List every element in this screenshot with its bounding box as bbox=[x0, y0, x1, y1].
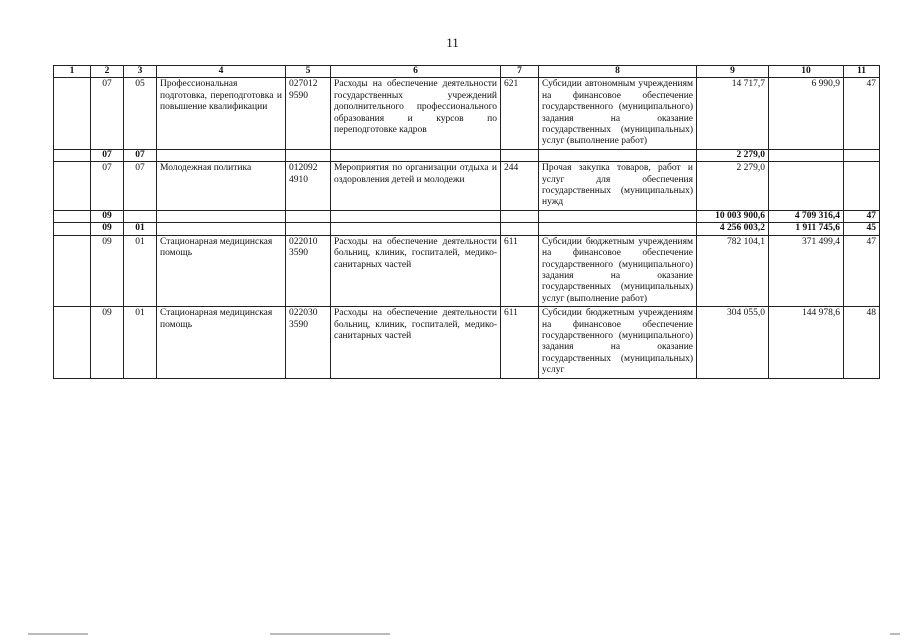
cell-expense-type bbox=[501, 149, 539, 161]
cell-expense-type: 244 bbox=[501, 162, 539, 211]
table-row bbox=[54, 162, 880, 211]
cell-amount-plan: 2 279,0 bbox=[697, 162, 769, 211]
cell-amount-actual: 371 499,4 bbox=[769, 235, 844, 306]
table-row bbox=[54, 210, 880, 222]
cell-percent: 47 bbox=[844, 78, 880, 149]
cell-amount-plan: 2 279,0 bbox=[697, 149, 769, 161]
cell-expense-name: Субсидии бюджетным учреждениям на финансовое обеспечение государственного (муниципального) задания на оказание государственных (муниципальных) услуг (выполнение работ) bbox=[539, 235, 697, 306]
header-cell: 9 bbox=[697, 66, 769, 78]
budget-table bbox=[53, 65, 880, 379]
header-cell: 10 bbox=[769, 66, 844, 78]
cell-section: 09 bbox=[91, 307, 124, 378]
cell-subsection: 07 bbox=[124, 149, 157, 161]
table-row bbox=[54, 223, 880, 235]
cell-percent: 47 bbox=[844, 235, 880, 306]
cell-section: 07 bbox=[91, 78, 124, 149]
header-cell: 8 bbox=[539, 66, 697, 78]
cell-expense-name: Субсидии автономным учреждениям на финансовое обеспечение государственного (муниципального) задания на оказание государственных (муниципальных) услуг (выполнение работ) bbox=[539, 78, 697, 149]
table-row bbox=[54, 235, 880, 306]
cell-subsection: 01 bbox=[124, 223, 157, 235]
cell-expense-type: 611 bbox=[501, 307, 539, 378]
cell-target-name bbox=[331, 210, 501, 222]
cell-subsection: 01 bbox=[124, 307, 157, 378]
cell-name: Стационарная медицинская помощь bbox=[157, 235, 286, 306]
cell-expense-type: 621 bbox=[501, 78, 539, 149]
cell-expense-name bbox=[539, 210, 697, 222]
cell-name: Молодежная политика bbox=[157, 162, 286, 211]
cell-amount-actual bbox=[769, 149, 844, 161]
cell-section: 09 bbox=[91, 235, 124, 306]
cell-target-name: Расходы на обеспечение деятельности больниц, клиник, госпиталей, медико-санитарных частей bbox=[331, 307, 501, 378]
cell-percent bbox=[844, 149, 880, 161]
cell-name: Стационарная медицинская помощь bbox=[157, 307, 286, 378]
scan-footer-marks bbox=[0, 630, 905, 640]
cell-expense-name bbox=[539, 223, 697, 235]
header-cell: 5 bbox=[286, 66, 331, 78]
cell-subsection: 01 bbox=[124, 235, 157, 306]
cell-amount-plan: 10 003 900,6 bbox=[697, 210, 769, 222]
cell-col1 bbox=[54, 235, 91, 306]
cell-amount-actual: 1 911 745,6 bbox=[769, 223, 844, 235]
table-row bbox=[54, 78, 880, 149]
cell-target-code: 022030 3590 bbox=[286, 307, 331, 378]
cell-target-code bbox=[286, 210, 331, 222]
cell-target-code bbox=[286, 223, 331, 235]
cell-target-name bbox=[331, 223, 501, 235]
cell-expense-type bbox=[501, 210, 539, 222]
cell-expense-name: Прочая закупка товаров, работ и услуг для обеспечения государственных (муниципальных) нужд bbox=[539, 162, 697, 211]
table-row bbox=[54, 307, 880, 378]
cell-percent bbox=[844, 162, 880, 211]
cell-amount-plan: 304 055,0 bbox=[697, 307, 769, 378]
cell-section: 07 bbox=[91, 162, 124, 211]
cell-name bbox=[157, 223, 286, 235]
cell-target-name: Мероприятия по организации отдыха и оздоровления детей и молодежи bbox=[331, 162, 501, 211]
cell-name bbox=[157, 210, 286, 222]
cell-section: 07 bbox=[91, 149, 124, 161]
cell-subsection bbox=[124, 210, 157, 222]
header-cell: 11 bbox=[844, 66, 880, 78]
cell-col1 bbox=[54, 210, 91, 222]
cell-amount-plan: 4 256 003,2 bbox=[697, 223, 769, 235]
cell-percent: 47 bbox=[844, 210, 880, 222]
cell-name: Профессиональная подготовка, переподготовка и повышение квалификации bbox=[157, 78, 286, 149]
cell-target-name bbox=[331, 149, 501, 161]
cell-amount-actual bbox=[769, 162, 844, 211]
cell-expense-type: 611 bbox=[501, 235, 539, 306]
cell-subsection: 05 bbox=[124, 78, 157, 149]
cell-name bbox=[157, 149, 286, 161]
cell-subsection: 07 bbox=[124, 162, 157, 211]
cell-target-name: Расходы на обеспечение деятельности больниц, клиник, госпиталей, медико-санитарных частей bbox=[331, 235, 501, 306]
cell-amount-plan: 782 104,1 bbox=[697, 235, 769, 306]
cell-col1 bbox=[54, 78, 91, 149]
cell-expense-type bbox=[501, 223, 539, 235]
header-row bbox=[54, 66, 880, 78]
page-number: 11 bbox=[446, 35, 459, 50]
cell-amount-actual: 4 709 316,4 bbox=[769, 210, 844, 222]
cell-expense-name bbox=[539, 149, 697, 161]
header-cell: 7 bbox=[501, 66, 539, 78]
cell-target-code: 022010 3590 bbox=[286, 235, 331, 306]
header-cell: 2 bbox=[91, 66, 124, 78]
cell-percent: 48 bbox=[844, 307, 880, 378]
cell-section: 09 bbox=[91, 210, 124, 222]
cell-col1 bbox=[54, 149, 91, 161]
header-cell: 3 bbox=[124, 66, 157, 78]
cell-target-code bbox=[286, 149, 331, 161]
cell-col1 bbox=[54, 223, 91, 235]
header-cell: 6 bbox=[331, 66, 501, 78]
cell-amount-plan: 14 717,7 bbox=[697, 78, 769, 149]
cell-percent: 45 bbox=[844, 223, 880, 235]
cell-amount-actual: 144 978,6 bbox=[769, 307, 844, 378]
cell-expense-name: Субсидии бюджетным учреждениям на финансовое обеспечение государственного (муниципального) задания на оказание государственных (муниципальных) услуг bbox=[539, 307, 697, 378]
cell-target-code: 012092 4910 bbox=[286, 162, 331, 211]
cell-amount-actual: 6 990,9 bbox=[769, 78, 844, 149]
cell-target-name: Расходы на обеспечение деятельности государственных учреждений дополнительного профессионального образования и курсов по переподготовке кадров bbox=[331, 78, 501, 149]
table-row bbox=[54, 149, 880, 161]
cell-col1 bbox=[54, 307, 91, 378]
header-cell: 1 bbox=[54, 66, 91, 78]
cell-col1 bbox=[54, 162, 91, 211]
cell-section: 09 bbox=[91, 223, 124, 235]
cell-target-code: 027012 9590 bbox=[286, 78, 331, 149]
header-cell: 4 bbox=[157, 66, 286, 78]
